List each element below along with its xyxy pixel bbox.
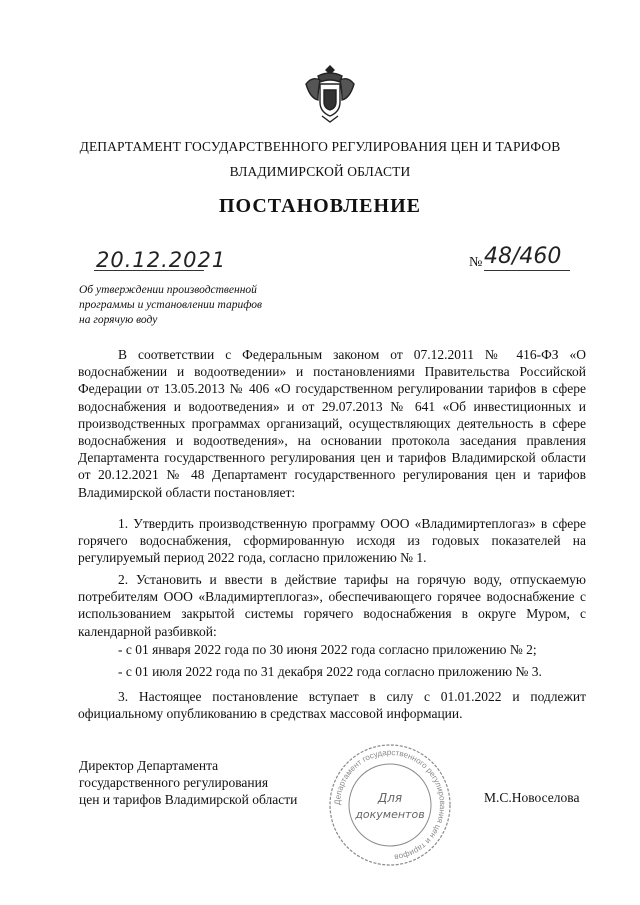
department-name-line2: ВЛАДИМИРСКОЙ ОБЛАСТИ: [229, 164, 411, 179]
department-name-line1: ДЕПАРТАМЕНТ ГОСУДАРСТВЕННОГО РЕГУЛИРОВАНИЯ ЦЕН И ТАРИФОВ: [79, 139, 561, 154]
signer-title-line: цен и тарифов Владимирской области: [79, 792, 298, 807]
signer-name: М.С.Новоселова: [484, 790, 580, 805]
stamp-text-line2: документов: [355, 808, 425, 821]
preamble-paragraph: В соответствии с Федеральным законом от 07.12.2011 № 416-ФЗ «О водоснабжении и водоотведении» и постановлениями Правительства Российской Федерации от 13.05.2013 № 406 «О государственном регулировании тарифов в сфере водоснабжения и водоотведения» и от 29.07.2013 № 641 «Об инвестиционных и производственных программах организаций, осуществляющих деятельность в сфере водоснабжения и водоотведения», на основании протокола заседания правления Департамента государственного регулирования цен и тарифов Владимирской области от 20.12.2021 № 48 Департамент государственного регулирования цен и тарифов Владимирской области постановляет:: [78, 347, 586, 500]
subject-line: Об утверждении производственной: [79, 284, 257, 296]
clause-2-period-2: - с 01 июля 2022 года по 31 декабря 2022 года согласно приложению № 3.: [118, 664, 542, 679]
stamp-ring-text: Департамент государственного регулирования цен и тарифов: [332, 747, 448, 862]
signer-title: [79, 757, 297, 808]
document-type-title: ПОСТАНОВЛЕНИЕ: [219, 195, 421, 217]
number-underline: [484, 270, 570, 271]
stamp-text-line1: Для: [377, 791, 403, 805]
clause-1-paragraph: 1. Утвердить производственную программу ООО «Владимиртеплогаз» в сфере горячего водоснабжения, сформированную исходя из годовых показателей на регулируемый период 2022 года, согласно приложению № 1.: [78, 516, 586, 566]
document-date: 20.12.2021: [96, 248, 227, 272]
clause-3-paragraph: 3. Настоящее постановление вступает в силу с 01.01.2022 и подлежит официальному опубликованию в средствах массовой информации.: [78, 689, 586, 722]
document-number: 48/460: [484, 244, 562, 269]
number-sign: №: [469, 255, 483, 270]
subject-line: программы и установлении тарифов: [79, 299, 262, 311]
clause-2-period-1: - с 01 января 2022 года по 30 июня 2022 года согласно приложению № 2;: [118, 642, 537, 657]
official-stamp: [325, 740, 455, 870]
clause-2-paragraph: 2. Установить и ввести в действие тарифы на горячую воду, отпускаемую потребителям ООО «Владимиртеплогаз», обеспечивающего горячее водоснабжение с использованием закрытой системы горячего водоснабжения в округе Муром, с календарной разбивкой:: [78, 572, 586, 639]
subject-line: на горячую воду: [79, 314, 158, 326]
signer-title-line: государственного регулирования: [79, 775, 269, 790]
date-underline: [94, 270, 204, 271]
signer-title-line: Директор Департамента: [79, 758, 219, 773]
document-subject: [79, 283, 309, 328]
coat-of-arms-icon: [300, 62, 360, 124]
